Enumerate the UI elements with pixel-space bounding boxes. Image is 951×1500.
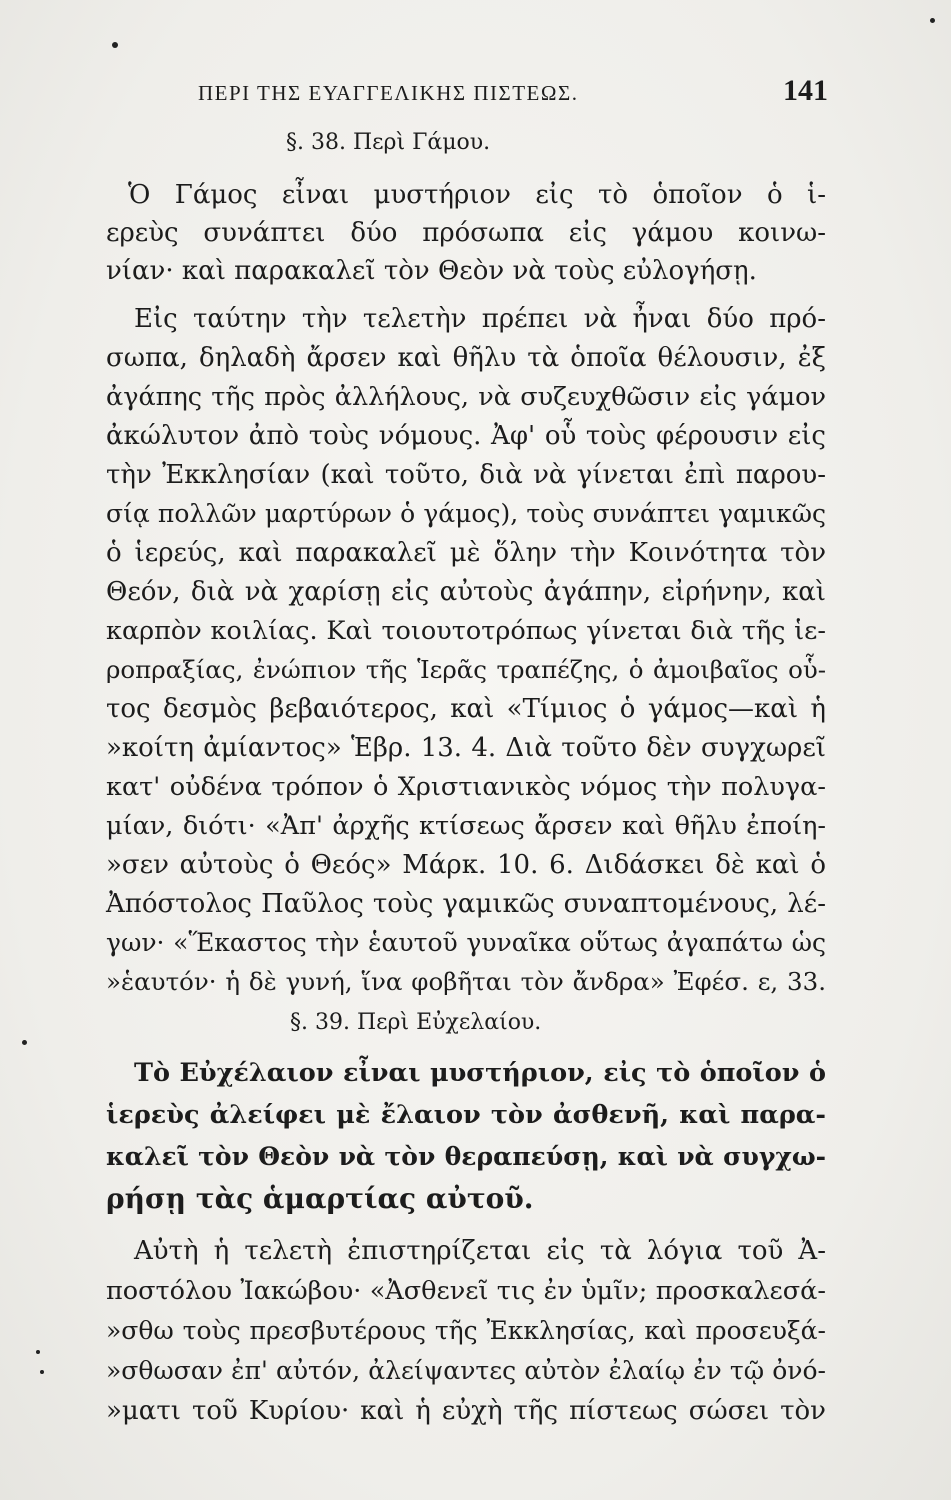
text-line: »ἑαυτόν· ἡ δὲ γυνή, ἵνα φοβῆται τὸν ἄνδρα» Ἐφέσ. ε, 33.	[106, 967, 826, 996]
text-line: Ἀπόστολος Παῦλος τοὺς γαμικῶς συναπτομένους, λέ-	[106, 889, 826, 919]
text-line: καρπὸν κοιλίας. Καὶ τοιουτοτρόπως γίνεται διὰ τῆς ἱε-	[106, 616, 826, 646]
text-line: ἀγάπης τῆς πρὸς ἀλλήλους, νὰ συζευχθῶσιν εἰς γάμον	[106, 382, 826, 412]
section-heading-39: §. 39. Περὶ Εὐχελαίου.	[290, 1010, 542, 1035]
ink-speck	[40, 1370, 44, 1374]
text-line: ποστόλου Ἰακώβου· «Ἀσθενεῖ τις ἐν ὑμῖν; προσκαλεσά-	[106, 1276, 826, 1306]
text-line: σωπα, δηλαδὴ ἄρσεν καὶ θῆλυ τὰ ὁποῖα θέλουσιν, ἐξ	[106, 343, 826, 373]
text-line: τὴν Ἐκκλησίαν (καὶ τοῦτο, διὰ νὰ γίνεται ἐπὶ παρου-	[106, 460, 826, 490]
ink-speck	[112, 42, 118, 48]
bold-text-line: ἱερεὺς ἀλείφει μὲ ἔλαιον τὸν ἀσθενῆ, καὶ παρα-	[106, 1100, 826, 1130]
text-line: ὁ ἱερεύς, καὶ παρακαλεῖ μὲ ὅλην τὴν Κοινότητα τὸν	[106, 538, 826, 568]
text-line: ἀκώλυτον ἀπὸ τοὺς νόμους. Ἀφ' οὗ τοὺς φέρουσιν εἰς	[106, 421, 826, 451]
running-head: ΠΕΡΙ ΤΗΣ ΕΥΑΓΓΕΛΙΚΗΣ ΠΙΣΤΕΩΣ.	[198, 81, 579, 105]
ink-speck	[36, 1350, 40, 1354]
section-heading-38: §. 38. Περὶ Γάμου.	[286, 130, 491, 155]
text-line: »ματι τοῦ Κυρίου· καὶ ἡ εὐχὴ τῆς πίστεως σώσει τὸν	[106, 1396, 826, 1426]
text-line: νίαν· καὶ παρακαλεῖ τὸν Θεὸν νὰ τοὺς εὐλογήσῃ.	[106, 256, 757, 286]
text-line: κατ' οὐδένα τρόπον ὁ Χριστιανικὸς νόμος τὴν πολυγα-	[106, 772, 826, 802]
text-line: »σθω τοὺς πρεσβυτέρους τῆς Ἐκκλησίας, καὶ προσευξά-	[106, 1316, 826, 1345]
text-line: »σθωσαν ἐπ' αὐτόν, ἀλείψαντες αὐτὸν ἐλαίῳ ἐν τῷ ὀνό-	[106, 1356, 826, 1385]
text-line: Αὐτὴ ἡ τελετὴ ἐπιστηρίζεται εἰς τὰ λόγια τοῦ Ἀ-	[134, 1236, 826, 1266]
ink-speck	[22, 1040, 27, 1045]
text-line: Εἰς ταύτην τὴν τελετὴν πρέπει νὰ ἦναι δύο πρό-	[134, 304, 826, 334]
bold-text-line: Τὸ Εὐχέλαιον εἶναι μυστήριον, εἰς τὸ ὁποῖον ὁ	[134, 1058, 826, 1088]
text-line: Θεόν, διὰ νὰ χαρίσῃ εἰς αὐτοὺς ἀγάπην, εἰρήνην, καὶ	[106, 577, 826, 607]
text-line: μίαν, διότι· «Ἀπ' ἀρχῆς κτίσεως ἄρσεν καὶ θῆλυ ἐποίη-	[106, 811, 826, 841]
ink-speck	[930, 18, 935, 23]
text-line: γων· «Ἕκαστος τὴν ἑαυτοῦ γυναῖκα οὕτως ἀγαπάτω ὡς	[106, 928, 826, 957]
page-header	[198, 74, 828, 108]
text-line: σίᾳ πολλῶν μαρτύρων ὁ γάμος), τοὺς συνάπτει γαμικῶς	[106, 499, 826, 528]
text-line: ροπραξίας, ἐνώπιον τῆς Ἱερᾶς τραπέζης, ὁ ἀμοιβαῖος οὗ-	[106, 655, 826, 684]
text-line: Ὁ Γάμος εἶναι μυστήριον εἰς τὸ ὁποῖον ὁ ἱ-	[128, 180, 826, 210]
text-line: »σεν αὐτοὺς ὁ Θεός» Μάρκ. 10. 6. Διδάσκει δὲ καὶ ὁ	[106, 850, 826, 880]
page-number: 141	[783, 74, 828, 107]
text-line: ερεὺς συνάπτει δύο πρόσωπα εἰς γάμου κοινω-	[106, 218, 826, 248]
bold-text-line: ρήσῃ τὰς ἁμαρτίας αὐτοῦ.	[106, 1182, 534, 1215]
text-line: τος δεσμὸς βεβαιότερος, καὶ «Τίμιος ὁ γάμος—καὶ ἡ	[106, 694, 826, 724]
text-line: »κοίτη ἀμίαντος» Ἑβρ. 13. 4. Διὰ τοῦτο δὲν συγχωρεῖ	[106, 733, 826, 763]
bold-text-line: καλεῖ τὸν Θεὸν νὰ τὸν θεραπεύσῃ, καὶ νὰ συγχω-	[106, 1142, 826, 1171]
